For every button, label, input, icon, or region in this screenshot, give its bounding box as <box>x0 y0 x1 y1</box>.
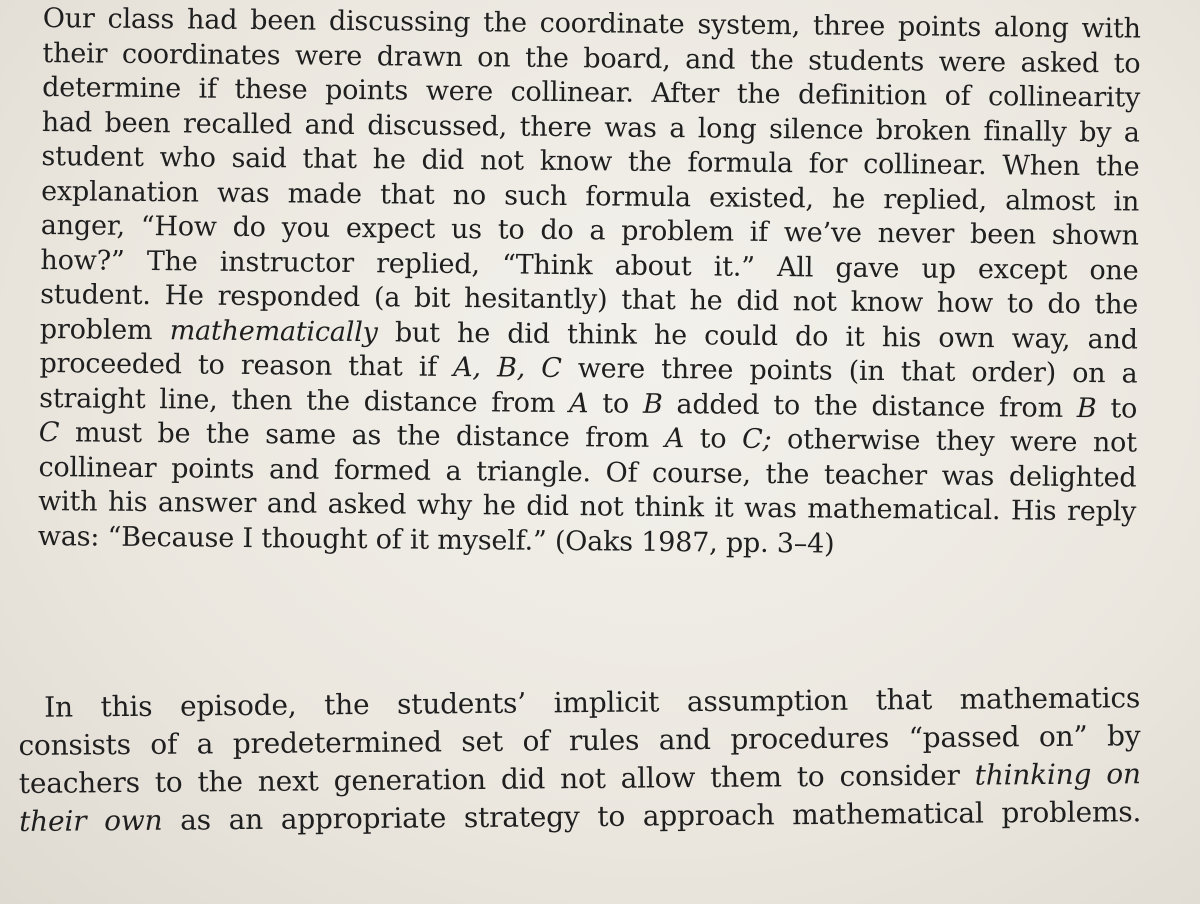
quote-line: Our class had been discussing the coordinate system, three points along with <box>42 2 1141 45</box>
point-label: B <box>1076 392 1097 424</box>
quote-line: determine if these points were collinear. After the definition of collinearity <box>42 71 1141 114</box>
quote-line: C must be the same as the distance from A to C; otherwise they were not <box>38 416 1137 459</box>
quote-line: student who said that he did not know the formula for collinear. When the <box>41 140 1140 183</box>
quote-line: student. He responded (a bit hesitantly) that he did not know how to do the <box>40 278 1139 321</box>
quote-line: explanation was made that no such formula existed, he replied, almost in <box>41 175 1140 218</box>
paragraph-line: their own as an appropriate strategy to approach mathematical problems. <box>19 795 1142 838</box>
quote-line: straight line, then the distance from A to B added to the distance from B to <box>39 382 1138 425</box>
emphasis-text: thinking on <box>974 757 1141 792</box>
point-label: A <box>664 422 685 455</box>
quote-line: was: “Because I thought of it myself.” (Oaks 1987, pp. 3–4) <box>37 520 835 560</box>
quote-line: proceeded to reason that if A, B, C were three points (in that order) on a <box>39 347 1138 390</box>
emphasis-text: mathematically <box>169 314 378 348</box>
quote-line: how?” The instructor replied, “Think about it.” All gave up except one <box>40 244 1139 287</box>
point-label: B <box>642 388 663 420</box>
point-label: C; <box>741 423 772 456</box>
point-label: C <box>38 416 60 449</box>
body-paragraph <box>18 679 1141 841</box>
paragraph-line: consists of a predetermined set of rules and procedures “passed on” by <box>18 719 1141 762</box>
emphasis-text: their own <box>19 803 163 838</box>
point-label: A <box>568 387 589 419</box>
paragraph-line: In this episode, the students’ implicit assumption that mathematics <box>44 681 1141 724</box>
quote-line: anger, “How do you expect us to do a problem if we’ve never been shown <box>40 209 1139 252</box>
quote-line: had been recalled and discussed, there was a long silence broken finally by a <box>41 106 1140 149</box>
block-quote <box>38 2 1141 565</box>
quote-line: collinear points and formed a triangle. Of course, the teacher was delighted <box>38 451 1137 494</box>
point-labels: A, B, C <box>453 351 562 384</box>
quote-line: with his answer and asked why he did not think it was mathematical. His reply <box>38 485 1137 528</box>
quote-line: problem mathematically but he did think he could do it his own way, and <box>39 313 1138 356</box>
paragraph-line: teachers to the next generation did not allow them to consider thinking on <box>18 757 1141 800</box>
quote-line: their coordinates were drawn on the board, and the students were asked to <box>42 37 1141 80</box>
